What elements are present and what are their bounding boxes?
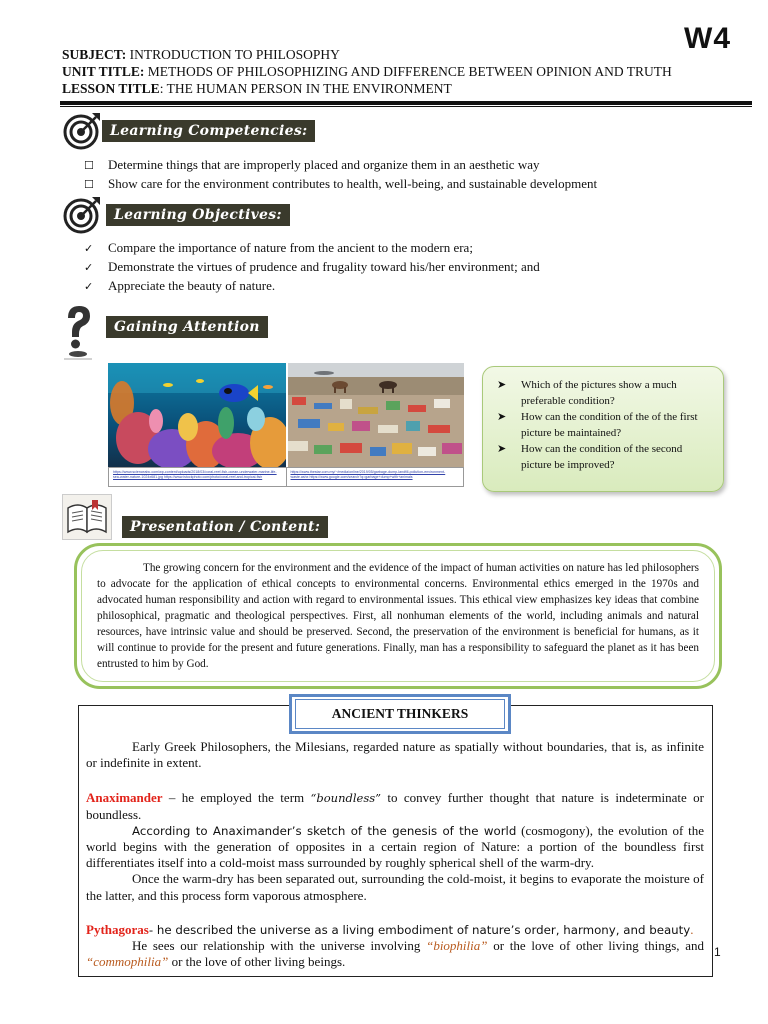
garbage-dump-photo [288,363,464,467]
ancient-thinkers-body [86,739,704,970]
checkmark-icon: ✓ [84,280,94,293]
guide-questions-box [482,366,724,492]
photo-caption-link[interactable]: https://www.scienceabc.com/wp-content/uploads/2018/03/coral-reef-fish-ocean-underwater-marine-life-sea-water-nature-1024x681.jpg https://www.istockphoto.com/photo/coral-reef-and-tropical-fish [109,468,287,486]
arrow-bullet-icon: ➤ [497,411,507,423]
objectives-title: Learning Objectives: [106,204,290,226]
checkbox-bullet-icon: ☐ [84,178,94,191]
anaximander-paragraph: Anaximander – he employed the term “boundless” to convey further thought that nature is indeterminate or boundless. [86,790,704,822]
competencies-title: Learning Competencies: [102,120,315,142]
key-term: “biophilia” [426,938,488,954]
lesson-title-line: LESSON TITLE: THE HUMAN PERSON IN THE ENVIRONMENT [62,81,452,96]
target-icon [62,195,102,235]
question-item: ➤ Which of the pictures show a much preferable condition? [497,379,677,407]
checkmark-icon: ✓ [84,242,94,255]
list-item: ☐ Determine things that are improperly placed and organize them in an aesthetic way [84,156,597,175]
competencies-list [84,156,597,194]
presentation-content-box [74,543,722,689]
pythagoras-paragraph: Pythagoras- he described the universe as a living embodiment of nature’s order, harmony, and beauty. [86,921,694,937]
question-item: ➤ How can the condition of the of the first picture be maintained? [497,411,698,439]
unit-title-line: UNIT TITLE: METHODS OF PHILOSOPHIZING AND DIFFERENCE BETWEEN OPINION AND TRUTH [62,64,672,79]
philosopher-name: Anaximander [86,790,163,806]
list-item: ✓ Appreciate the beauty of nature. [84,277,540,296]
objectives-list [84,239,540,296]
cosmogony-paragraph: According to Anaximander’s sketch of the genesis of the world (cosmogony), the evolution of the world begins with the generation of opposites in a certain region of Nature: a portion of the boundless first differentiates itself into a cold-moist mass surrounded by roughly spherical shell of the warm-dry. [86,822,704,871]
gaining-attention-title: Gaining Attention [106,316,268,338]
key-term: “commophilia” [86,954,169,970]
open-book-icon [62,494,112,540]
week-label: W4 [684,22,731,55]
milesians-paragraph: Early Greek Philosophers, the Milesians, regarded nature as spatially without boundaries, that is, as infinite or indefinite in extent. [86,739,704,771]
presentation-paragraph: The growing concern for the environment and the evidence of the impact of human activities on nature has led philosophers to advocate for the application of ethical concepts to environmental concerns. Environmental ethics emerged in the 1970s and advocated human responsibility and action with regard to environmental issues. This ethical view emphasizes key ideas that combine philosophical, pragmatic and theological perspectives. First, all nonhuman elements of the world, including animals and natural resources, have intrinsic value and should be preserved. Second, the preservation of the environment is beneficial for humans, as it will continue to provide for the present and future generations. Finally, man has a responsibility to safeguard the planet as it has been entrusted to him by God. [97,562,699,670]
warm-dry-paragraph: Once the warm-dry has been separated out, surrounding the cold-moist, it begins to evaporate the moisture of the latter, and this process form vaporous atmosphere. [86,871,704,903]
coral-reef-photo [108,363,286,467]
list-item: ✓ Demonstrate the virtues of prudence and frugality toward his/her environment; and [84,258,540,277]
arrow-bullet-icon: ➤ [497,379,507,391]
question-mark-person-icon [58,304,98,360]
presentation-title: Presentation / Content: [122,516,328,538]
ancient-thinkers-title-box [289,694,511,734]
list-item: ✓ Compare the importance of nature from the ancient to the modern era; [84,239,540,258]
photo-caption-link[interactable]: https://www.thestar.com.my/~/media/online/2019/05/garbage-dump-landfill-pollution-environment-waste.ashx https://www.google.com/search?q=garbage+dump+with+animals [290,470,446,479]
philosopher-name: Pythagoras [86,921,149,937]
header-divider-thin [60,106,752,107]
checkmark-icon: ✓ [84,261,94,274]
subject-line: SUBJECT: INTRODUCTION TO PHILOSOPHY [62,47,340,62]
document-header [62,46,672,97]
checkbox-bullet-icon: ☐ [84,159,94,172]
list-item: ☐ Show care for the environment contributes to health, well-being, and sustainable development [84,175,597,194]
header-divider [60,101,752,105]
arrow-bullet-icon: ➤ [497,443,507,455]
key-term: “boundless” [310,791,382,806]
page-number: 1 [714,945,721,959]
relationship-paragraph: He sees our relationship with the universe involving “biophilia” or the love of other living things, and “commophilia” or the love of other living beings. [86,938,704,970]
target-icon [62,111,102,151]
question-item: ➤ How can the condition of the second picture be improved? [497,443,683,471]
ancient-thinkers-title: ANCIENT THINKERS [295,699,505,729]
photo-caption-row [108,467,464,487]
